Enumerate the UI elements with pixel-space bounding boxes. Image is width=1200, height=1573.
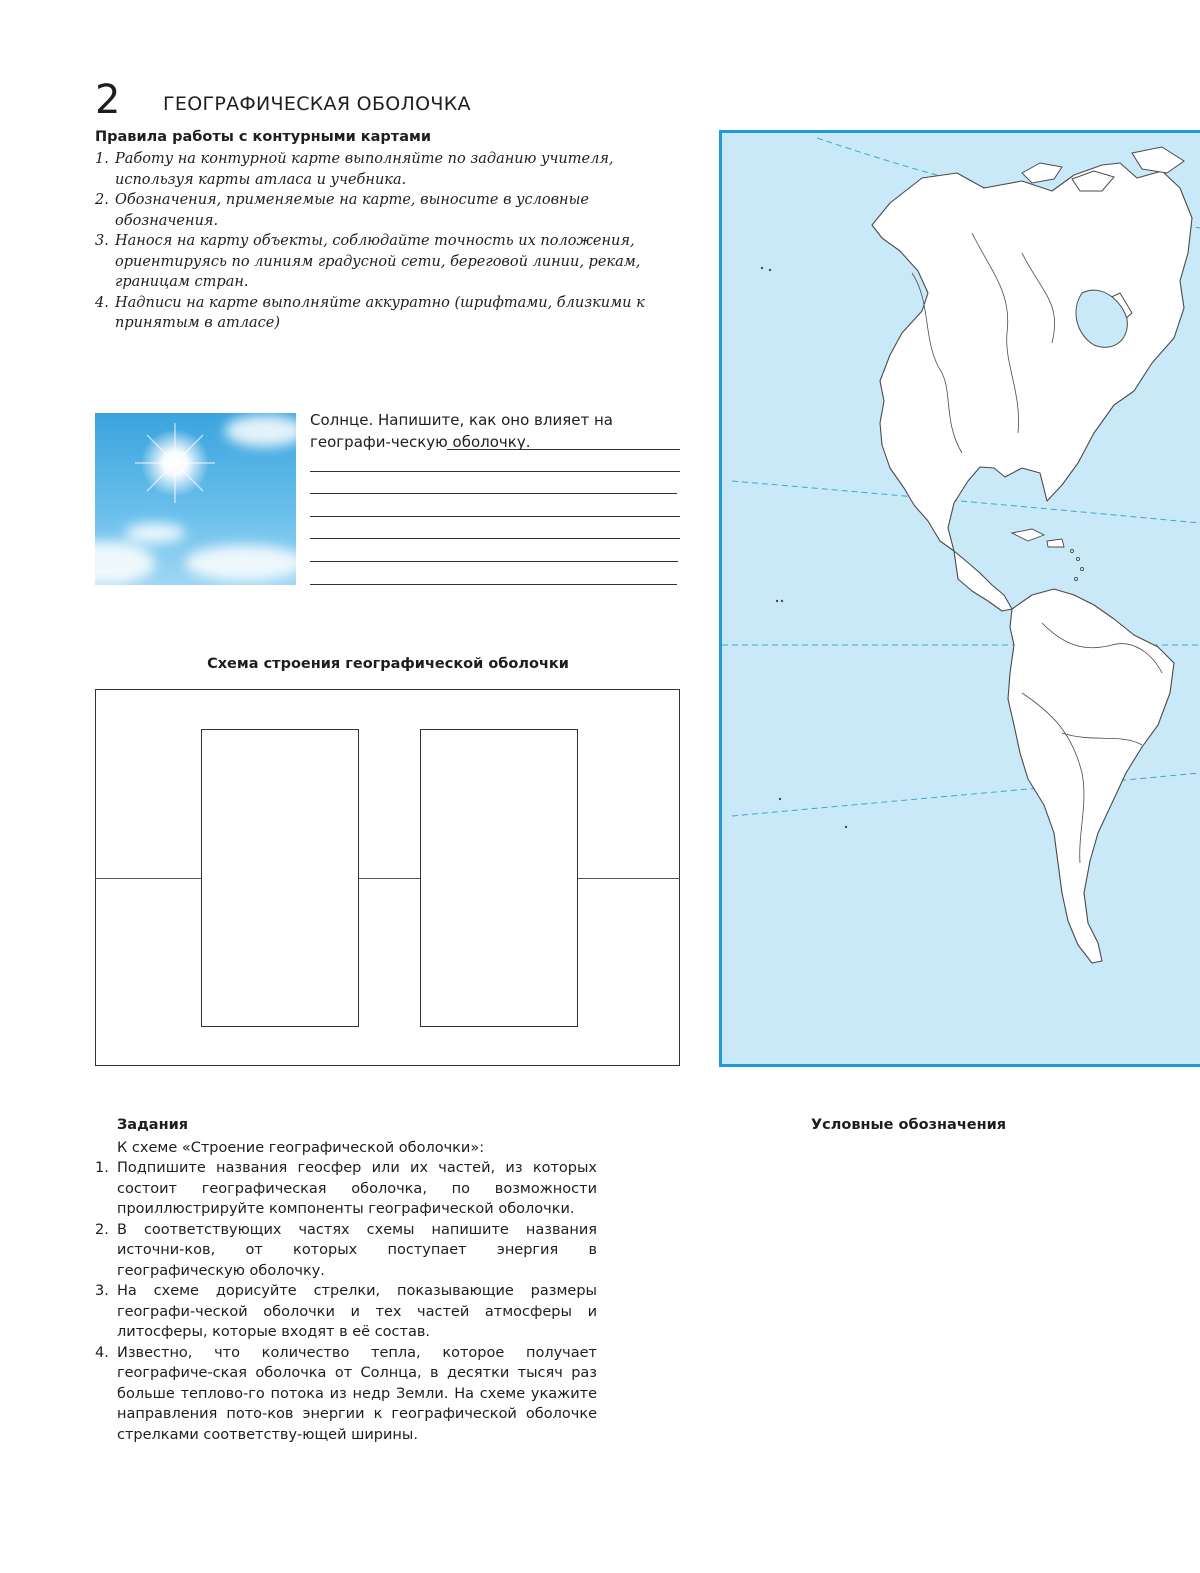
list-item [95, 149, 665, 190]
item-number: 3. [95, 1283, 109, 1299]
item-text: Работу на контурной карте выполняйте по заданию учителя, используя карты атласа и учебника. [115, 151, 614, 188]
item-number: 4. [95, 1344, 109, 1361]
item-number: 4. [95, 294, 109, 311]
item-text: Обозначения, применяемые на карте, выносите в условные обозначения. [115, 192, 589, 229]
answer-line[interactable] [447, 449, 680, 450]
sun-photo [95, 413, 296, 585]
diagram-box-left[interactable] [201, 729, 359, 1027]
list-item [95, 1158, 597, 1220]
list-item [95, 1343, 597, 1446]
tasks-title: Задания [117, 1117, 189, 1133]
list-item [95, 231, 665, 293]
diagram-title: Схема строения географической оболочки [207, 656, 569, 672]
diagram-box-right[interactable] [420, 729, 578, 1027]
list-item [95, 1281, 597, 1343]
page-number: 2 [95, 77, 121, 123]
item-number: 2. [95, 1221, 109, 1238]
answer-line[interactable] [310, 471, 680, 472]
item-text: Нанося на карту объекты, соблюдайте точность их положения, ориентируясь по линиям градусной сети, береговой линии, рекам, границам стран. [115, 233, 641, 290]
sun-task-question: Солнце. Напишите, как оно влияет на географи-ческую оболочку. [310, 411, 613, 451]
answer-line[interactable] [310, 538, 680, 539]
contour-map[interactable] [719, 130, 1200, 1067]
item-text: Надписи на карте выполняйте аккуратно (шрифтами, близкими к принятым в атласе) [115, 294, 645, 331]
answer-line[interactable] [310, 584, 677, 585]
item-text: В соответствующих частях схемы напишите названия источни-ков, от которых поступает энергия в географическую оболочку. [117, 1221, 597, 1279]
rules-title: Правила работы с контурными картами [95, 129, 431, 145]
item-number: 3. [95, 233, 109, 249]
answer-line[interactable] [310, 516, 680, 517]
legend-title: Условные обозначения [811, 1117, 1007, 1133]
list-item [95, 293, 665, 334]
item-text: Известно, что количество тепла, которое получает географиче-ская оболочка от Солнца, в десятки тысяч раз больше теплово-го потока из недр Земли. На схеме укажите направления пото-ков энергии к географической оболочке стрелками соответству-ющей ширины. [117, 1344, 597, 1443]
diagram-divider [95, 878, 680, 879]
rules-list [95, 149, 665, 334]
page-title: ГЕОГРАФИЧЕСКАЯ ОБОЛОЧКА [163, 93, 471, 115]
list-item [95, 190, 665, 231]
item-number: 1. [95, 151, 109, 167]
tasks-list [95, 1158, 597, 1445]
tasks-intro: К схеме «Строение географической оболочки»: [117, 1140, 485, 1156]
item-number: 2. [95, 192, 109, 208]
sun-task-text [310, 409, 682, 453]
answer-line[interactable] [310, 561, 678, 562]
americas-map-icon [722, 133, 1200, 1064]
item-text: Подпишите названия геосфер или их частей, из которых состоит географическая оболочка, по возможности проиллюстрируйте компоненты географической оболочки. [117, 1160, 597, 1217]
item-number: 1. [95, 1160, 109, 1176]
answer-line[interactable] [310, 493, 677, 494]
item-text: На схеме дорисуйте стрелки, показывающие размеры географи-ческой оболочки и тех частей атмосферы и литосферы, которые входят в её состав. [117, 1283, 597, 1340]
list-item [95, 1220, 597, 1282]
